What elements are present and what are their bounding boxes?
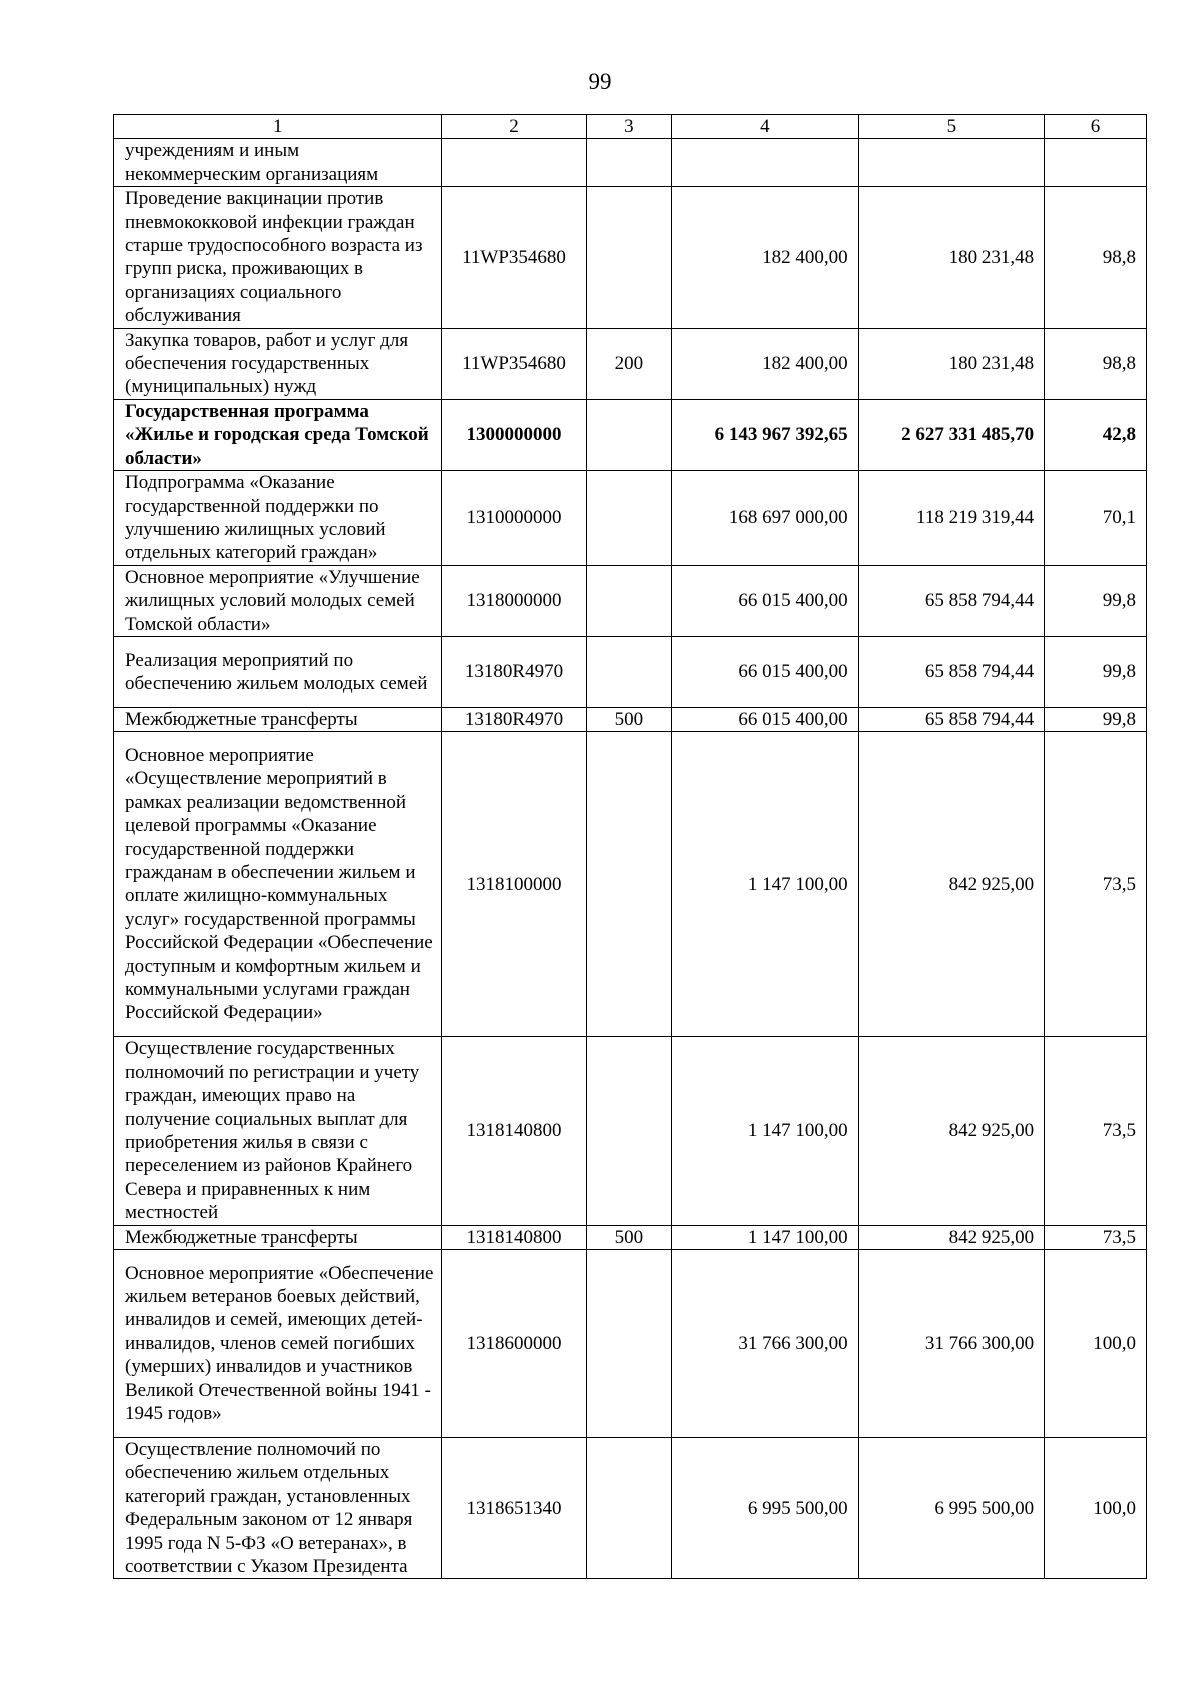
row-plan: 66 015 400,00 <box>672 636 858 707</box>
row-name: Межбюджетные трансферты <box>114 1225 442 1249</box>
row-fact: 65 858 794,44 <box>858 565 1044 636</box>
row-percent: 42,8 <box>1045 399 1147 470</box>
row-type <box>586 187 672 328</box>
table-row <box>114 1037 1147 1225</box>
table-row <box>114 1250 1147 1438</box>
row-percent: 73,5 <box>1045 1225 1147 1249</box>
table-row <box>114 471 1147 566</box>
table-row <box>114 187 1147 328</box>
row-plan: 182 400,00 <box>672 187 858 328</box>
budget-table <box>113 114 1147 1579</box>
row-code: 11WP354680 <box>442 328 586 399</box>
row-percent: 98,8 <box>1045 328 1147 399</box>
row-type <box>586 1037 672 1225</box>
row-fact: 2 627 331 485,70 <box>858 399 1044 470</box>
row-plan: 1 147 100,00 <box>672 1225 858 1249</box>
row-percent: 70,1 <box>1045 471 1147 566</box>
row-name: Проведение вакцинации против пневмококковой инфекции граждан старше трудоспособного возраста из групп риска, проживающих в организациях социального обслуживания <box>114 187 442 328</box>
row-type: 500 <box>586 707 672 731</box>
row-fact: 65 858 794,44 <box>858 707 1044 731</box>
table-row <box>114 139 1147 187</box>
row-percent: 99,8 <box>1045 565 1147 636</box>
row-fact <box>858 139 1044 187</box>
column-header-3: 3 <box>586 115 672 139</box>
row-type <box>586 1438 672 1579</box>
row-type <box>586 399 672 470</box>
row-name: Осуществление государственных полномочий по регистрации и учету граждан, имеющих право на получение социальных выплат для приобретения жилья в связи с переселением из районов Крайнего Севера и приравненных к ним местностей <box>114 1037 442 1225</box>
column-header-2: 2 <box>442 115 586 139</box>
row-name: Основное мероприятие «Осуществление мероприятий в рамках реализации ведомственной целевой программы «Оказание государственной поддержки гражданам в обеспечении жильем и оплате жилищно-коммунальных услуг» государственной программы Российской Федерации «Обеспечение доступным и комфортным жильем и коммунальными услугами граждан Российской Федерации» <box>114 732 442 1037</box>
column-header-4: 4 <box>672 115 858 139</box>
row-percent: 73,5 <box>1045 732 1147 1037</box>
row-type <box>586 636 672 707</box>
column-number-row <box>114 115 1147 139</box>
row-plan: 6 995 500,00 <box>672 1438 858 1579</box>
row-name: Основное мероприятие «Обеспечение жильем ветеранов боевых действий, инвалидов и семей, имеющих детей-инвалидов, членов семей погибших (умерших) инвалидов и участников Великой Отечественной войны 1941 - 1945 годов» <box>114 1250 442 1438</box>
row-name: Межбюджетные трансферты <box>114 707 442 731</box>
row-code: 1318140800 <box>442 1225 586 1249</box>
column-header-5: 5 <box>858 115 1044 139</box>
table-row <box>114 328 1147 399</box>
row-name: Закупка товаров, работ и услуг для обеспечения государственных (муниципальных) нужд <box>114 328 442 399</box>
row-plan: 66 015 400,00 <box>672 565 858 636</box>
row-type: 200 <box>586 328 672 399</box>
table-row <box>114 1225 1147 1249</box>
row-fact: 180 231,48 <box>858 328 1044 399</box>
table-row <box>114 565 1147 636</box>
table-row <box>114 399 1147 470</box>
row-name: Реализация мероприятий по обеспечению жильем молодых семей <box>114 636 442 707</box>
row-code: 1318000000 <box>442 565 586 636</box>
row-fact: 842 925,00 <box>858 732 1044 1037</box>
row-fact: 180 231,48 <box>858 187 1044 328</box>
row-fact: 65 858 794,44 <box>858 636 1044 707</box>
table-row <box>114 707 1147 731</box>
row-plan: 31 766 300,00 <box>672 1250 858 1438</box>
row-type: 500 <box>586 1225 672 1249</box>
row-code: 1300000000 <box>442 399 586 470</box>
column-header-6: 6 <box>1045 115 1147 139</box>
row-percent: 99,8 <box>1045 707 1147 731</box>
row-code: 1318100000 <box>442 732 586 1037</box>
row-fact: 842 925,00 <box>858 1037 1044 1225</box>
row-plan: 1 147 100,00 <box>672 1037 858 1225</box>
row-percent <box>1045 139 1147 187</box>
page-number: 99 <box>588 69 612 94</box>
table-row <box>114 636 1147 707</box>
row-name: учреждениям и иным некоммерческим организациям <box>114 139 442 187</box>
row-code: 13180R4970 <box>442 707 586 731</box>
row-name: Осуществление полномочий по обеспечению жильем отдельных категорий граждан, установленных Федеральным законом от 12 января 1995 года N 5-ФЗ «О ветеранах», в соответствии с Указом Президента <box>114 1438 442 1579</box>
row-fact: 31 766 300,00 <box>858 1250 1044 1438</box>
row-type <box>586 139 672 187</box>
row-code: 13180R4970 <box>442 636 586 707</box>
row-type <box>586 565 672 636</box>
row-code: 1318651340 <box>442 1438 586 1579</box>
row-plan: 1 147 100,00 <box>672 732 858 1037</box>
row-fact: 6 995 500,00 <box>858 1438 1044 1579</box>
row-fact: 842 925,00 <box>858 1225 1044 1249</box>
row-name: Подпрограмма «Оказание государственной поддержки по улучшению жилищных условий отдельных категорий граждан» <box>114 471 442 566</box>
row-plan: 66 015 400,00 <box>672 707 858 731</box>
row-type <box>586 732 672 1037</box>
row-name: Основное мероприятие «Улучшение жилищных условий молодых семей Томской области» <box>114 565 442 636</box>
row-percent: 73,5 <box>1045 1037 1147 1225</box>
row-type <box>586 1250 672 1438</box>
row-percent: 98,8 <box>1045 187 1147 328</box>
row-type <box>586 471 672 566</box>
row-plan <box>672 139 858 187</box>
row-code: 1318600000 <box>442 1250 586 1438</box>
row-code: 11WP354680 <box>442 187 586 328</box>
table-row <box>114 732 1147 1037</box>
row-plan: 168 697 000,00 <box>672 471 858 566</box>
row-percent: 99,8 <box>1045 636 1147 707</box>
table-row <box>114 1438 1147 1579</box>
row-percent: 100,0 <box>1045 1250 1147 1438</box>
row-code: 1310000000 <box>442 471 586 566</box>
row-plan: 6 143 967 392,65 <box>672 399 858 470</box>
row-code: 1318140800 <box>442 1037 586 1225</box>
row-code <box>442 139 586 187</box>
column-header-1: 1 <box>114 115 442 139</box>
row-fact: 118 219 319,44 <box>858 471 1044 566</box>
row-plan: 182 400,00 <box>672 328 858 399</box>
row-percent: 100,0 <box>1045 1438 1147 1579</box>
row-name: Государственная программа «Жилье и городская среда Томской области» <box>114 399 442 470</box>
